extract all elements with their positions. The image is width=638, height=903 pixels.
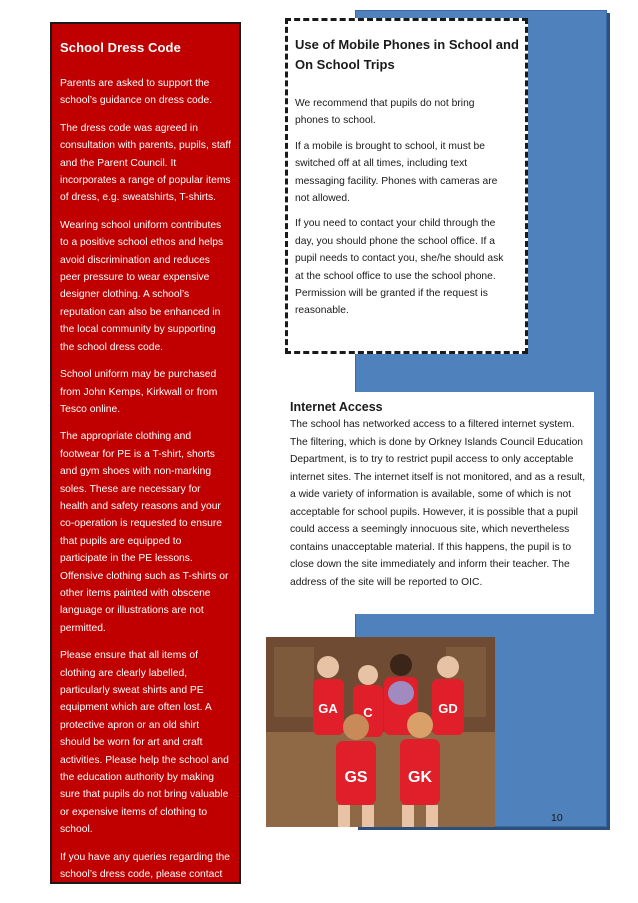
mobile-phones-paragraph: If you need to contact your child through the day, you should phone the school office. If a pupil needs to contact you, she/he should ask at the school office to use the school phone. Permission will be granted if the request is reasonable. [295,218,504,317]
mobile-phones-box [285,18,528,354]
bib-label: GS [344,769,368,786]
internet-access-body: The school has networked access to a filtered internet system. The filtering, which is done by Orkney Islands Council Education Department, is to try to restrict pupil access to only acceptable internet sites. The internet itself is not monitored, and as a result, a wide variety of information is available, some of which is not acceptable for school pupils. However, it is possible that a pupil could access a seemingly innocuous site, which nevertheless contains unacceptable material. If this happens, the pupil is to close down the site immediately and inform their teacher. The address of the site will be reported to OIC. [290,419,586,588]
photo-floor [266,732,495,827]
internet-access-title: Internet Access [290,400,383,414]
dress-code-paragraph: The appropriate clothing and footwear for PE is a T-shirt, shorts and gym shoes with non-marking soles. These are necessary for health and safety reasons and your co-operation is requested to ensure that pupils are equipped to participate in the PE lessons. Offensive clothing such as T-shirts or other items painted with obscene language or illustrations are not permitted. [60,431,229,634]
dress-code-panel [50,22,241,898]
dress-code-paragraph: School uniform may be purchased from John Kemps, Kirkwall or from Tesco online. [60,369,218,415]
mobile-phones-paragraph: We recommend that pupils do not bring phones to school. [295,98,475,127]
dress-code-title: School Dress Code [60,40,181,55]
dress-code-paragraph: If you have any queries regarding the school’s dress code, please contact the Headteacher. [60,851,231,898]
dress-code-paragraph: Please ensure that all items of clothing are clearly labelled, particularly sweat shirts and PE equipment which are often lost. A protective apron or an old shirt should be worn for art and craft activities. Please help the school and the education authority by making sure that pupils do not bring valuable or expensive items of clothing to school. [60,650,229,836]
page-number: 10 [551,812,563,824]
internet-access-box [283,392,594,614]
photo-wall-panel [274,647,314,717]
netball-photo-illustration [266,637,495,827]
bib-label: GA [318,701,338,716]
bib-label: GD [438,701,458,716]
bib-label: GK [408,769,432,786]
dress-code-paragraph: Parents are asked to support the school’s guidance on dress code. [60,78,213,107]
dress-code-paragraph: Wearing school uniform contributes to a positive school ethos and helps avoid discrimination and reduces peer pressure to wear expensive designer clothing. A school’s reputation can also be enhanced in the local community by supporting the school dress code. [60,219,224,353]
dress-code-paragraph: The dress code was agreed in consultation with parents, pupils, staff and the Parent Council. It incorporates a range of popular items of dress, e.g. sweatshirts, T-shirts. [60,122,231,204]
netball-team-photo [266,637,495,827]
bib-label: C [363,705,373,720]
mobile-phones-title: Use of Mobile Phones in School and On School Trips [295,37,519,72]
mobile-phones-paragraph: If a mobile is brought to school, it must be switched off at all times, including text messaging facility. Phones with cameras are not allowed. [295,140,498,205]
